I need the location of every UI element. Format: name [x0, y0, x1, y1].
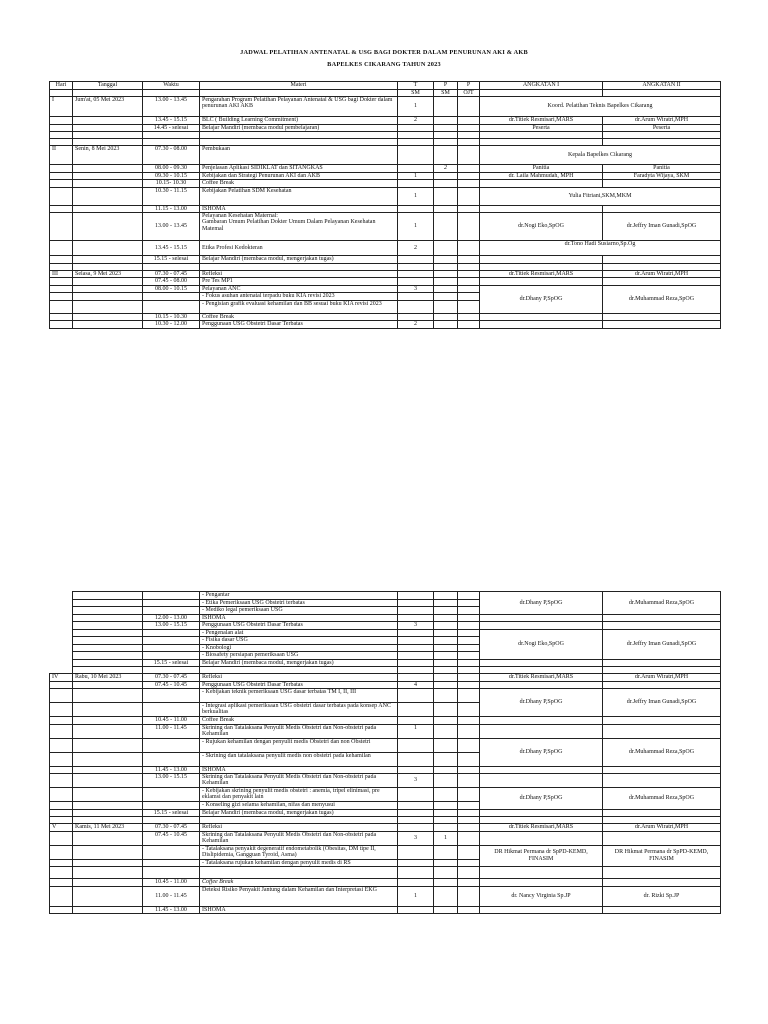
day-date: Kamis, 11 Mei 2023 [73, 824, 143, 832]
table-row: - Tatalaksana rujukan kehamilan dengan penyulit medis di RS [50, 859, 721, 867]
table-row: 13.00 - 13.45 Pelayanan Kesehatan Maternal: Gambaran Umum Pelatihan Dokter Umum Dalam Pelayanan Kesehatan Matemal 1 dr.Nogi Eko,SpOG dr.Jeffry Iman Gunadi,SpOG [50, 213, 721, 241]
table-row: 11.00 - 11.45 Deteksi Risiko Penyakit Jantung dalam Kehamilan dan Interpretasi EKG 1 dr. Nancy Virginia Sp.JP dr. Rizki Sp.JP [50, 886, 721, 906]
day-number: II [50, 146, 73, 165]
table-row: II Senin, 8 Mei 2023 07.30 - 08.00 Pembukaan Kepala Bapelkes Cikarang [50, 146, 721, 165]
table-row: - Knobologi [50, 644, 721, 652]
day-number: V [50, 824, 73, 832]
table-row: - Mediko legal pemeriksaan USG [50, 607, 721, 615]
document-title: JADWAL PELATIHAN ANTENATAL & USG BAGI DOKTER DALAM PENURUNAN AKI & AKB [240, 49, 528, 56]
table-row: 11.45 - 13.00 ISHOMA [50, 906, 721, 914]
table-row: 13.45 - 15.15 BLC ( Building Learning Commitment) 2 dr.Titiek Resmisari,MARS dr.Arum Wiratri,MPH [50, 117, 721, 125]
table-row: 15.15 - selesai Belajar Mandiri (membaca modul, mengerjakan tugas) [50, 809, 721, 817]
schedule-table-1 [49, 81, 721, 329]
table-row: - Pengantar dr.Dhany P,SpOG dr.Muhammad Reza,SpOG [50, 592, 721, 600]
day-date: Selasa, 9 Mei 2023 [73, 270, 143, 278]
header-p1: P [434, 82, 458, 90]
table-row: 13.00 - 15.15 Penggunaan USG Obstetri Dasar Terbatas 3 [50, 622, 721, 630]
table-row: 10.15 - 10.30 Coffee Break [50, 313, 721, 321]
day-number: IV [50, 674, 73, 682]
header-sm2: SM [434, 89, 458, 97]
header-row [50, 82, 721, 90]
header-sm1: SM [398, 89, 434, 97]
table-row: 08.00 - 10.15 Pelayanan ANC 3 dr.Dhany P,SpOG dr.Muhammad Reza,SpOG [50, 285, 721, 293]
table-row: - Skrining dan tatalaksana penyulit medis non obstetri pada kehamilan [50, 752, 721, 766]
header-tanggal: Tanggal [73, 82, 143, 90]
subheader-row [50, 89, 721, 97]
table-row: 11.45 - 13.00 ISHOMA [50, 766, 721, 774]
table-row: 07.45 - 08.00 Pre Tes MP1 [50, 278, 721, 286]
table-row: 07.45 - 10.45 Skrining dan Tatalaksana Penyulit Medis Obstetri dan Non-obstetri pada Kehamilan 3 1 [50, 831, 721, 845]
table-row: 10.45 - 11.00 Coffee Break [50, 717, 721, 725]
day-date: Senin, 8 Mei 2023 [73, 146, 143, 165]
table-row: - Biosafety persiapan pemeriksaan USG [50, 652, 721, 660]
header-angkatan2: ANGKATAN II [603, 82, 721, 90]
table-row: - Integrasi aplikasi pemeriksaan USG obstetri dasar terbatas pada konsep ANC berkualitas [50, 703, 721, 717]
table-row: - Fokus asuhan antenatal terpadu buku KIA revisi 2023 [50, 293, 721, 301]
day-number: III [50, 270, 73, 278]
table-row: - Rujukan kehamilan dengan penyulit medis Obstetri dan non Obstetri dr.Dhany P,SpOG dr.Muhammad Reza,SpOG [50, 738, 721, 752]
table-row: - Pengisian grafik evaluasi kehamilan dan BB sesuai buku KIA revisi 2023 [50, 300, 721, 313]
day-date: Jum'at, 05 Mei 2023 [73, 97, 143, 117]
table-row: 08.00 - 09.30 Penjelasan Aplikasi SIDIKLAT dan SITANGKAS 2 Panitia Panitia [50, 165, 721, 173]
table-row: - Fisika dasar USG [50, 637, 721, 645]
table-row: 12.00 - 13.00 ISHOMA [50, 614, 721, 622]
header-angkatan1: ANGKATAN I [480, 82, 603, 90]
header-materi: Materi [200, 82, 398, 90]
schedule-table-2 [49, 591, 721, 914]
table-row: IV Rabu, 10 Mei 2023 07.30 - 07.45 Refleksi dr.Titiek Resmisari,MARS dr.Arum Wiratri,MPH [50, 674, 721, 682]
table-row: V Kamis, 11 Mei 2023 07.30 - 07.45 Refleksi dr.Titiek Resmisari,MARS dr.Arum Wiratri,MPH [50, 824, 721, 832]
table-row: 13.00 - 15.15 Skrining dan Tatalaksana Penyulit Medis Obstetri dan Non-obstetri pada Kehamilan 3 [50, 774, 721, 788]
header-p2: P [458, 82, 480, 90]
document-subtitle: BAPELKES CIKARANG TAHUN 2023 [327, 61, 441, 68]
table-row: 15.15 - selesai Belajar Mandiri (membaca modul, mengerjakan tugas) [50, 256, 721, 264]
table-row: 10.15- 10.30 Coffee Break [50, 180, 721, 188]
table-row: 09.30 - 10.15 Kebijakan dan Strategi Penurunan AKI dan AKB 1 dr. Laila Mahmudah, MPH Faradyta Wijaya, SKM [50, 172, 721, 180]
table-row: 10.30 - 11.15 Kebijakan Pelatihan SDM Kesehatan 1 Yulia Fitriani,SKM,MKM [50, 187, 721, 205]
day-number: I [50, 97, 73, 117]
table-row: - Konseling gizi selama kehamilan, nifas dan menyusui [50, 802, 721, 810]
header-waktu: Waktu [143, 82, 200, 90]
table-row: - Kebijakan skrining penyulit medis obstetri : anemia, tripel elinimasi, pre eklamsi dan penyakit lain dr.Dhany P,SpOG dr.Muhammad Reza,SpOG [50, 788, 721, 802]
table-row: - Etika Pemeriksaan USG Obstetri terbatas [50, 599, 721, 607]
table-row: 14.45 - selesai Belajar Mandiri (membaca modul pembelajaran) Peserta Peserta [50, 124, 721, 132]
header-t: T [398, 82, 434, 90]
header-hari: Hari [50, 82, 73, 90]
table-row: 07.45 - 10.45 Penggunaan USG Obstetri Dasar Terbatas 4 [50, 681, 721, 689]
table-row: 13.45 - 15.15 Etika Profesi Kedokteran 2 dr.Tono Hadi Susiarno,Sp.Og [50, 241, 721, 256]
table-row: 11.00 - 11.45 Skrining dan Tatalaksana Penyulit Medis Obstetri dan Non-obstetri pada Kehamilan 1 [50, 724, 721, 738]
table-row: 10.30 - 12.00 Penggunaan USG Obstetri Dasar Terbatas 2 [50, 321, 721, 329]
header-ojt: OJT [458, 89, 480, 97]
day-date: Rabu, 10 Mei 2023 [73, 674, 143, 682]
table-row: - Kebijakan teknik pemeriksaan USG dasar terbatas TM I, II, III dr.Dhany P,SpOG dr.Jeffry Iman Gunadi,SpOG [50, 689, 721, 703]
table-row: 15.15 - selesai Belajar Mandiri (membaca modul, mengerjakan tugas) [50, 659, 721, 667]
table-row: 10.45 - 11.00 Coffee Break [50, 879, 721, 887]
table-row: III Selasa, 9 Mei 2023 07.30 - 07.45 Refleksi dr.Titiek Resmisari,MARS dr.Arum Wiratri,MPH [50, 270, 721, 278]
table-row: - Pengenalan alat dr.Nogi Eko,SpOG dr.Jeffry Iman Gunadi,SpOG [50, 629, 721, 637]
table-row: - Tatalaksana penyakit degeneratif endometabolik (Obesitas, DM tipe II, Dislipidemia, Gangguan Tyroid, Asma) DR Hikmat Permana dr SpPD-KEMD, FINASIM DR Hikmat Permana dr SpPD-KEMD, FINASIM [50, 845, 721, 859]
table-row: 11.15 - 13.00 ISHOMA [50, 205, 721, 213]
table-row: I Jum'at, 05 Mei 2023 13.00 - 13.45 Pengarahan Program Pelatihan Pelayanan Antenatal & USG bagi Dokter dalam penurunan AKI AKB 1 Koord. Pelatihan Teknis Bapelkes Cikarang [50, 97, 721, 117]
